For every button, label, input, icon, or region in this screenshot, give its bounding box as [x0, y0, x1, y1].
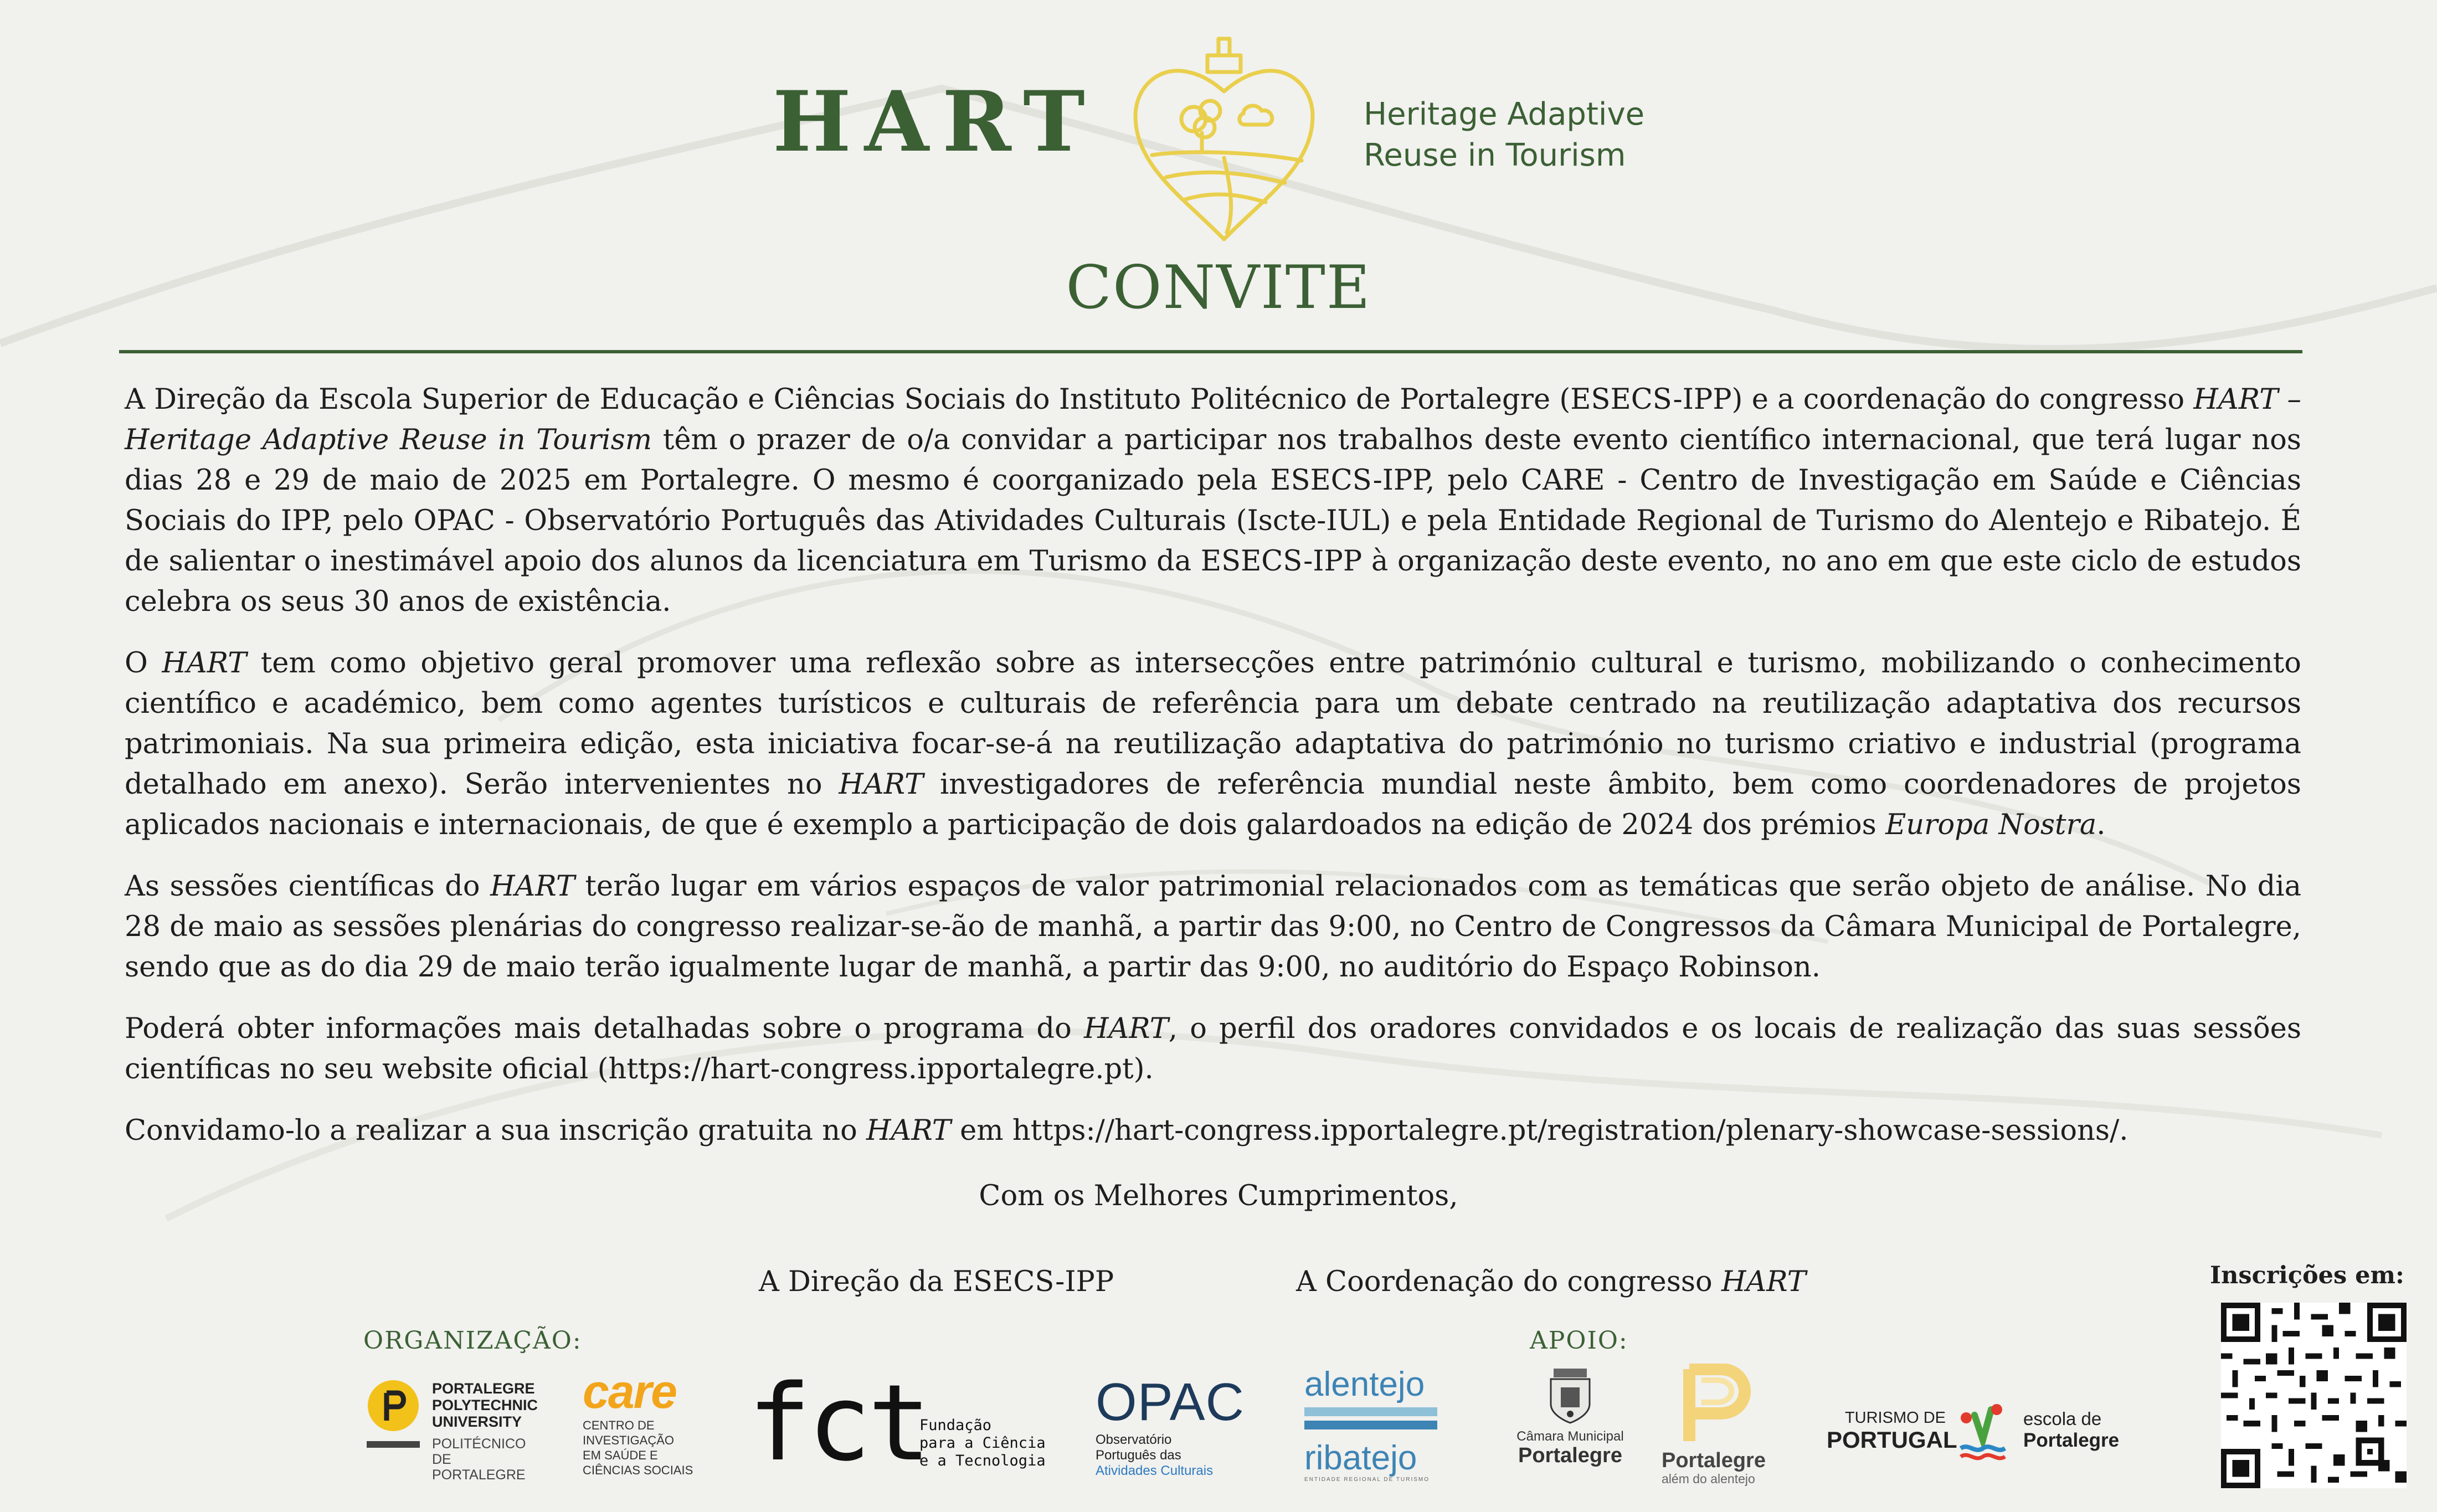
turismo-line-3: escola de	[2023, 1408, 2102, 1429]
opac-logo	[1096, 1372, 1262, 1485]
tagline-line-2: Reuse in Tourism	[1364, 137, 1626, 173]
opac-line-3: Atividades Culturais	[1096, 1463, 1214, 1478]
care-logo	[583, 1365, 721, 1490]
p5-hart-italic: HART	[866, 1114, 951, 1147]
p1-text-b: têm o prazer de o/a convidar a participar nos trabalhos deste evento científico internacional, que terá lugar nos dias 28 e 29 de maio de 2025 em Portalegre. O mesmo é coorganizado pela ESECS-IPP, pelo CARE - Centro de Investigação em Saúde e Ciências Sociais do IPP, pelo OPAC - Observatório Português das Atividades Culturais (Iscte-IUL) e pela Entidade Regional de Turismo do Alentejo e Ribatejo. É de salientar o inestimável apoio dos alunos da licenciatura em Turismo da ESECS-IPP à organização deste evento, no ano em que este ciclo de estudos celebra os seus 30 anos de existência.	[125, 424, 2301, 618]
p2-text-b: tem como objetivo geral promover uma reflexão sobre as intersecções entre património cultural e turismo, mobilizando o conhecimento científico e académico, bem como agentes turísticos e culturais de referência para um debate centrado na reutilização adaptativa dos recursos patrimoniais. Na sua primeira edição, esta iniciativa focar-se-á na reutilização adaptativa do património no turismo criativo e industrial (programa detalhado em anexo). Serão intervenientes no	[125, 647, 2301, 801]
ipp-line-3: UNIVERSITY	[432, 1413, 522, 1430]
ipp-logo	[366, 1379, 548, 1484]
turismo-portugal-icon	[1950, 1398, 2016, 1465]
p2-text-c: investigadores de referência mundial neste âmbito, bem como coordenadores de projetos aplicados nacionais e internacionais, de que é exemplo a participação de dois galardoados na edição de 2024 dos prémios	[125, 768, 2301, 841]
apoio-label: APOIO:	[1530, 1326, 1628, 1355]
p2-europa-nostra: Europa Nostra	[1885, 809, 2097, 841]
portalegre-line-1: Portalegre	[1662, 1449, 1766, 1472]
camara-portalegre-logo	[1509, 1365, 1631, 1493]
p5-text-b: em https://hart-congress.ipportalegre.pt/registration/plenary-showcase-sessions/.	[950, 1114, 2128, 1147]
care-line-3: EM SAÚDE E	[583, 1448, 658, 1462]
care-wordmark: care	[583, 1365, 676, 1418]
opac-line-1: Observatório	[1096, 1432, 1172, 1447]
opac-wordmark: OPAC	[1096, 1372, 1245, 1432]
p2-text-d: .	[2096, 809, 2106, 841]
page-title: CONVITE	[1066, 253, 1371, 322]
turismo-portugal-logo	[1827, 1398, 2126, 1470]
signature-coordination	[1296, 1263, 1806, 1302]
camara-line-1: Câmara Municipal	[1516, 1429, 1624, 1444]
heart-heritage-icon	[1119, 33, 1329, 244]
paragraph-1	[125, 379, 2301, 622]
fct-line-1: Fundação	[919, 1417, 992, 1434]
registration-qr-code[interactable]	[2221, 1303, 2407, 1488]
ipp-line-4: POLITÉCNICO	[432, 1436, 526, 1452]
invitation-body	[125, 379, 2301, 1172]
ipp-line-1: PORTALEGRE	[432, 1380, 535, 1397]
p4-text-b: , o perfil dos oradores convidados e os locais de realização das suas sessões científicas no seu website oficial (https://hart-congress.ipportalegre.pt).	[125, 1012, 2302, 1086]
alentejo-word: alentejo	[1304, 1365, 1425, 1403]
qr-label: Inscrições em:	[2210, 1262, 2404, 1289]
coat-of-arms-icon	[1545, 1365, 1595, 1426]
ipp-line-5: DE PORTALEGRE	[432, 1452, 526, 1483]
fct-line-2: para a Ciência	[919, 1434, 1046, 1452]
opac-line-2: Português das	[1096, 1448, 1181, 1463]
organizacao-label: ORGANIZAÇÃO:	[363, 1326, 582, 1355]
turismo-line-2: PORTUGAL	[1827, 1427, 1957, 1453]
fct-wordmark: fct	[748, 1362, 928, 1484]
hart-wordmark: HART	[773, 73, 1098, 171]
portalegre-line-2: além do alentejo	[1662, 1472, 1755, 1486]
p2-text-a: O	[125, 647, 162, 680]
p4-hart-italic: HART	[1083, 1012, 1169, 1045]
paragraph-2	[125, 643, 2301, 845]
p5-text-a: Convidamo-lo a realizar a sua inscrição gratuita no	[125, 1114, 867, 1147]
signature-direction: A Direção da ESECS-IPP	[759, 1266, 1114, 1298]
alentejo-small: ENTIDADE REGIONAL DE TURISMO	[1304, 1477, 1430, 1483]
portalegre-tourism-logo	[1662, 1364, 1789, 1491]
care-line-2: INVESTIGAÇÃO	[583, 1433, 675, 1447]
tagline-line-1: Heritage Adaptive	[1364, 96, 1645, 132]
p3-text-a: As sessões científicas do	[125, 870, 491, 903]
paragraph-5	[125, 1110, 2301, 1151]
ipp-line-2: POLYTECHNIC	[432, 1397, 538, 1413]
waves-icon	[1304, 1404, 1437, 1437]
portalegre-p-icon	[1673, 1364, 1756, 1447]
fct-logo	[748, 1362, 1058, 1484]
ipp-p-icon	[366, 1379, 421, 1457]
p3-hart-italic: HART	[490, 870, 575, 903]
turismo-line-1: TURISMO DE	[1844, 1409, 1946, 1427]
care-line-4: CIÊNCIAS SOCIAIS	[583, 1463, 693, 1477]
ribatejo-word: ribatejo	[1304, 1439, 1417, 1477]
turismo-line-4: Portalegre	[2023, 1429, 2120, 1451]
care-line-1: CENTRO DE	[583, 1418, 655, 1432]
sign-right-text: A Coordenação do congresso	[1296, 1266, 1721, 1298]
camara-line-2: Portalegre	[1518, 1444, 1622, 1467]
p4-text-a: Poderá obter informações mais detalhadas sobre o programa do	[125, 1012, 1084, 1045]
paragraph-4	[125, 1009, 2301, 1089]
p1-hart-italic: HART – Heritage Adaptive Reuse in Tourism	[125, 383, 2301, 456]
fct-line-3: e a Tecnologia	[919, 1452, 1046, 1469]
alentejo-ribatejo-logo	[1304, 1365, 1443, 1493]
p1-text-a: A Direção da Escola Superior de Educação e Ciências Sociais do Instituto Politécnico de Portalegre (ESECS-IPP) e a coordenação do congresso	[125, 383, 2194, 416]
sign-right-hart: HART	[1721, 1266, 1806, 1298]
p2-hart-italic: HART	[162, 647, 247, 680]
p3-text-b: terão lugar em vários espaços de valor patrimonial relacionados com as temáticas que serão objeto de análise. No dia 28 de maio as sessões plenárias do congresso realizar-se-ão de manhã, a partir das 9:00, no Centro de Congressos da Câmara Municipal de Portalegre, sendo que as do dia 29 de maio terão igualmente lugar de manhã, a partir das 9:00, no auditório do Espaço Robinson.	[125, 870, 2301, 984]
title-divider	[119, 350, 2302, 353]
closing-salutation: Com os Melhores Cumprimentos,	[979, 1180, 1458, 1212]
paragraph-3	[125, 866, 2301, 988]
p2-hart-italic-2: HART	[839, 768, 924, 801]
hart-tagline	[1364, 94, 1718, 176]
